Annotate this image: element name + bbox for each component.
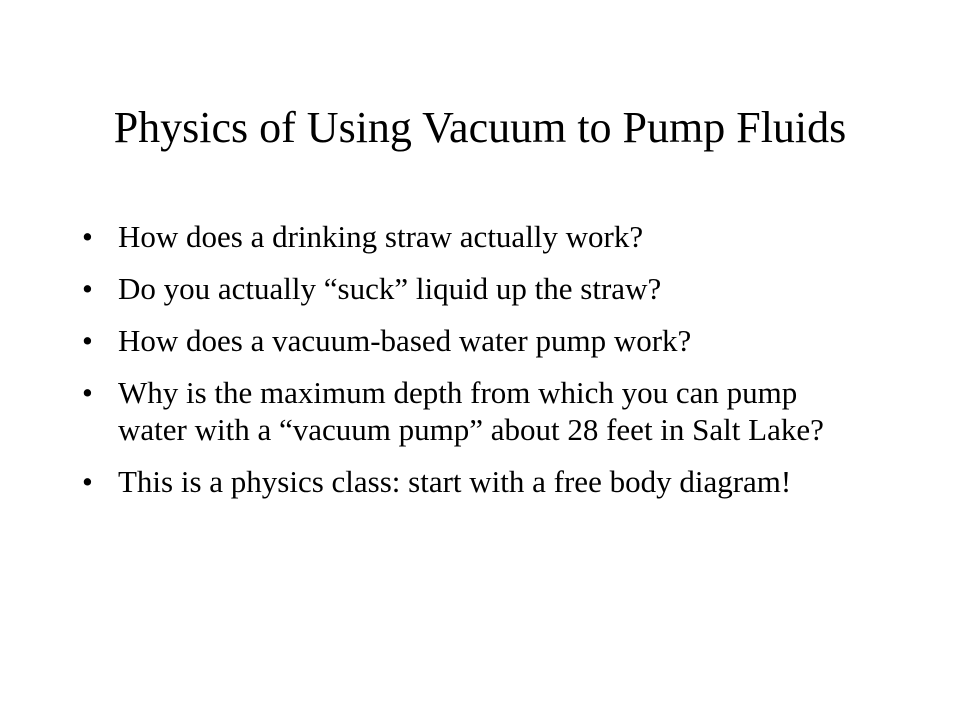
bullet-item	[80, 218, 880, 255]
bullet-icon: •	[82, 219, 93, 254]
bullet-text: This is a physics class: start with a free body diagram!	[118, 464, 792, 499]
slide-title: Physics of Using Vacuum to Pump Fluids	[113, 103, 847, 152]
bullet-list	[80, 218, 880, 515]
bullet-icon: •	[82, 464, 93, 499]
bullet-text: Why is the maximum depth from which you can pump water with a “vacuum pump” about 28 feet in Salt Lake?	[118, 375, 824, 447]
bullet-icon: •	[82, 375, 93, 410]
bullet-text: Do you actually “suck” liquid up the straw?	[118, 271, 662, 306]
bullet-item	[80, 322, 880, 359]
bullet-icon: •	[82, 271, 93, 306]
bullet-text: How does a drinking straw actually work?	[118, 219, 644, 254]
bullet-item	[80, 374, 860, 448]
bullet-icon: •	[82, 323, 93, 358]
bullet-item	[80, 270, 880, 307]
bullet-text: How does a vacuum-based water pump work?	[118, 323, 692, 358]
bullet-item	[80, 463, 860, 500]
